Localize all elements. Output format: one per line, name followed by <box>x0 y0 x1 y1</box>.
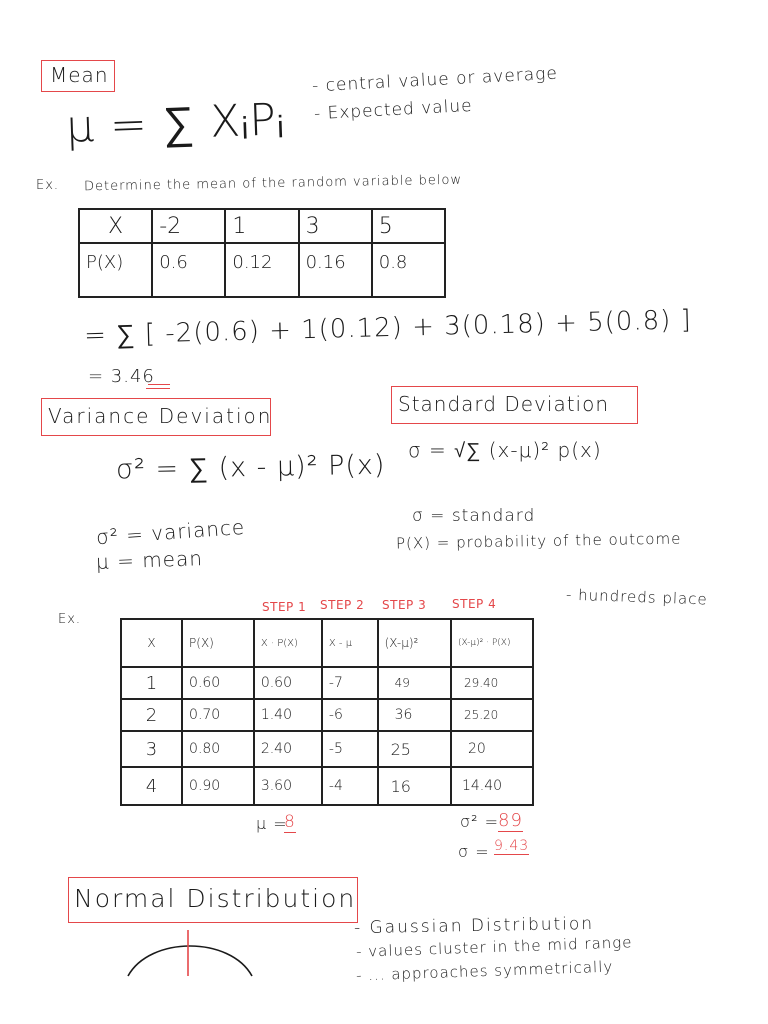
table-cell: 3 <box>121 731 182 767</box>
table-cell: -2 <box>152 209 225 243</box>
table-cell: X <box>79 209 152 243</box>
variance-def-1: σ² = variance <box>95 514 246 550</box>
stddev-heading: Standard Deviation <box>398 392 610 416</box>
mean-formula: μ = ∑ XᵢPᵢ <box>65 94 286 153</box>
table-cell: 0.90 <box>182 767 254 805</box>
variance-def-2: μ = mean <box>95 546 204 574</box>
table-cell: 0.60 <box>182 667 254 699</box>
step-3-label: STEP 3 <box>382 598 427 612</box>
stddev-def-1: σ = standard <box>412 506 536 526</box>
table-row <box>121 699 533 731</box>
table-cell: -7 <box>322 667 378 699</box>
table-row <box>121 731 533 767</box>
ex2-var-label: σ² = <box>460 812 500 831</box>
mean-heading: Mean <box>50 63 109 87</box>
ex1-result-underline <box>146 388 170 389</box>
table-cell: 16 <box>378 767 451 805</box>
ex1-result: = 3.46 <box>88 366 155 387</box>
step-4-label: STEP 4 <box>452 597 497 611</box>
table-cell: 25.20 <box>451 699 533 731</box>
table-header: (X-μ)² <box>378 619 451 667</box>
stddev-def-2: P(X) = probability of the outcome <box>395 529 682 553</box>
table-header: P(X) <box>182 619 254 667</box>
table-cell: -6 <box>322 699 378 731</box>
table-cell: 0.12 <box>225 243 298 297</box>
table-cell: 49 <box>378 667 451 699</box>
normal-note-2: - values cluster in the mid range <box>355 933 633 961</box>
table-header: X <box>121 619 182 667</box>
ex1-table <box>78 208 446 298</box>
variance-formula: σ² = ∑ (x - μ)² P(x) <box>115 449 386 486</box>
ex1-result-underline <box>148 384 170 385</box>
ex2-sd-value: 9.43 <box>494 838 530 854</box>
table-cell: 14.40 <box>451 767 533 805</box>
step-1-label: STEP 1 <box>262 600 307 614</box>
table-cell: 2.40 <box>254 731 322 767</box>
table-cell: 3 <box>299 209 372 243</box>
ex1-instruction: Determine the mean of the random variable below <box>83 172 463 195</box>
table-cell: 1 <box>121 667 182 699</box>
table-header: (X-μ)² · P(X) <box>451 619 533 667</box>
variance-heading: Variance Deviation <box>48 404 273 428</box>
table-row <box>121 667 533 699</box>
table-cell: 0.16 <box>299 243 372 297</box>
table-cell: P(X) <box>79 243 152 297</box>
table-cell: 3.60 <box>254 767 322 805</box>
table-cell: 1.40 <box>254 699 322 731</box>
table-cell: 0.70 <box>182 699 254 731</box>
table-cell: 1 <box>225 209 298 243</box>
table-header: X - μ <box>322 619 378 667</box>
table-cell: -5 <box>322 731 378 767</box>
stddev-formula: σ = √∑ (x-μ)² p(x) <box>408 438 602 462</box>
table-cell: 5 <box>372 209 445 243</box>
mean-note-2: - Expected value <box>313 95 474 125</box>
table-cell: 36 <box>378 699 451 731</box>
table-cell: 25 <box>378 731 451 767</box>
table-row <box>121 767 533 805</box>
table-cell: 20 <box>451 731 533 767</box>
table-cell: -4 <box>322 767 378 805</box>
table-cell: 0.60 <box>254 667 322 699</box>
table-cell: 2 <box>121 699 182 731</box>
ex2-mu-value: 8 <box>284 812 296 832</box>
ex2-mu-label: μ = <box>256 814 288 833</box>
bell-curve-sketch <box>120 928 260 978</box>
normal-note-1: - Gaussian Distribution <box>353 913 595 939</box>
ex2-var-value: 89 <box>498 810 523 831</box>
normal-note-3: - ... approaches symmetrically <box>355 957 614 985</box>
table-cell: 4 <box>121 767 182 805</box>
table-cell: 0.80 <box>182 731 254 767</box>
table-header: X · P(X) <box>254 619 322 667</box>
normal-heading: Normal Distribution <box>74 884 357 913</box>
ex1-expression: = ∑ [ -2(0.6) + 1(0.12) + 3(0.18) + 5(0.8) ] <box>83 305 693 351</box>
ex2-prefix: Ex. <box>58 612 82 627</box>
step-2-label: STEP 2 <box>320 598 365 612</box>
table-cell: 29.40 <box>451 667 533 699</box>
ex2-sd-label: σ = <box>458 842 490 861</box>
ex1-prefix: Ex. <box>36 178 60 193</box>
table-cell: 0.6 <box>152 243 225 297</box>
ex2-note: - hundreds place <box>565 585 709 609</box>
table-cell: 0.8 <box>372 243 445 297</box>
mean-note-1: - central value or average <box>311 63 559 97</box>
ex2-table <box>120 618 534 806</box>
